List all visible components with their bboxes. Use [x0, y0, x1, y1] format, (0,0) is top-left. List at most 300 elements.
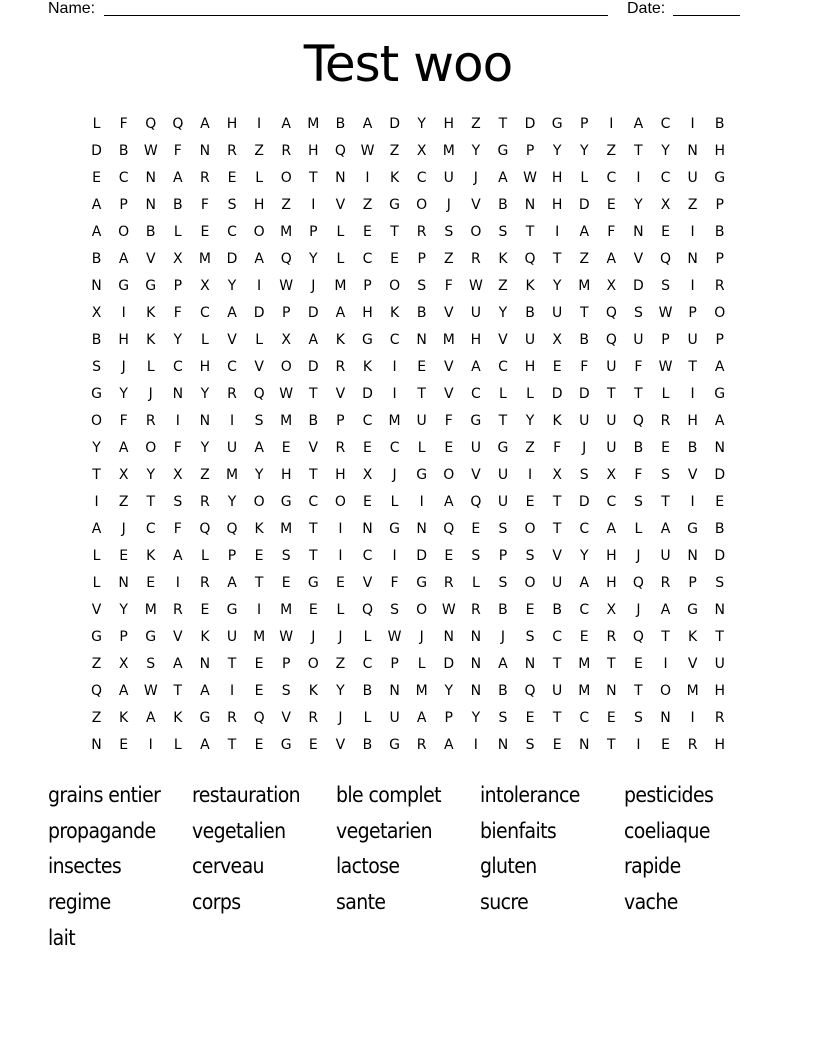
grid-cell: E [471, 521, 481, 537]
grid-cell: N [443, 629, 454, 645]
grid-row [83, 246, 733, 273]
grid-cell: S [498, 521, 508, 537]
grid-cell: B [91, 332, 102, 348]
grid-cell: X [552, 332, 562, 348]
grid-cell: I [690, 278, 695, 294]
grid-cell: R [308, 710, 319, 726]
grid-cell: B [91, 251, 102, 267]
grid-cell: D [578, 197, 590, 213]
grid-cell: V [443, 359, 454, 375]
grid-cell: T [417, 386, 426, 402]
grid-cell: W [279, 278, 294, 294]
grid-cell: G [551, 116, 563, 132]
grid-cell: T [498, 116, 508, 132]
grid-cell: G [714, 170, 726, 186]
grid-cell: F [634, 359, 643, 375]
grid-cell: X [416, 143, 427, 159]
grid-cell: U [660, 548, 671, 564]
grid-cell: P [715, 251, 724, 267]
grid-cell: V [91, 602, 102, 618]
grid-cell: G [389, 737, 400, 753]
grid-cell: U [443, 170, 454, 186]
word-list-item: cerveau [192, 854, 264, 879]
grid-cell: N [118, 575, 129, 591]
grid-cell: G [687, 521, 699, 537]
grid-cell: R [172, 602, 183, 618]
grid-row [83, 462, 733, 489]
grid-cell: C [470, 386, 481, 402]
word-list-item: grains entier [48, 783, 161, 807]
grid-cell: X [281, 332, 291, 348]
grid-cell: S [281, 683, 291, 699]
grid-cell: A [254, 440, 264, 456]
grid-cell: I [690, 116, 695, 132]
grid-cell: J [473, 170, 478, 186]
grid-cell: H [714, 683, 725, 699]
grid-cell: W [143, 683, 158, 699]
grid-cell: S [633, 710, 643, 726]
grid-cell: A [227, 575, 237, 591]
grid-cell: U [389, 710, 400, 726]
grid-cell: D [307, 359, 319, 375]
grid-cell: B [714, 116, 725, 132]
grid-cell: S [227, 197, 237, 213]
grid-cell: H [687, 413, 698, 429]
grid-cell: L [336, 251, 345, 267]
grid-cell: A [498, 170, 508, 186]
grid-cell: L [92, 116, 101, 132]
grid-cell: S [417, 278, 427, 294]
grid-cell: N [91, 737, 102, 753]
grid-cell: G [497, 143, 509, 159]
grid-cell: W [279, 629, 294, 645]
grid-cell: C [416, 170, 427, 186]
grid-cell: M [442, 332, 455, 348]
grid-cell: L [336, 602, 345, 618]
grid-cell: L [255, 170, 264, 186]
grid-cell: J [148, 386, 153, 402]
grid-cell: S [173, 494, 183, 510]
grid-cell: A [118, 683, 129, 699]
grid-cell: U [497, 494, 509, 510]
grid-cell: J [636, 548, 641, 564]
grid-cell: M [578, 656, 591, 672]
grid-cell: E [281, 440, 291, 456]
grid-cell: T [634, 143, 643, 159]
grid-cell: X [660, 197, 671, 213]
grid-cell: L [499, 386, 507, 402]
grid-cell: G [497, 440, 509, 456]
grid-cell: Q [145, 116, 157, 132]
grid-cell: V [308, 440, 319, 456]
date-label: Date: [627, 0, 666, 17]
grid-cell: T [688, 359, 697, 375]
grid-cell: L [363, 710, 372, 726]
grid-cell: B [525, 305, 535, 321]
grid-cell: I [609, 116, 614, 132]
word-list-item: sucre [480, 890, 529, 915]
grid-cell: M [280, 413, 293, 429]
grid-cell: T [715, 629, 724, 645]
grid-cell: G [280, 737, 292, 753]
grid-cell: X [118, 467, 129, 483]
grid-cell: O [416, 197, 428, 213]
grid-cell: L [363, 629, 372, 645]
grid-cell: C [118, 170, 129, 186]
grid-cell: U [714, 656, 725, 672]
grid-cell: H [308, 143, 319, 159]
grid-cell: Z [91, 710, 102, 726]
grid-cell: Y [200, 440, 210, 456]
grid-cell: G [91, 629, 102, 645]
grid-cell: C [227, 224, 237, 240]
grid-cell: T [390, 224, 399, 240]
grid-cell: Y [309, 251, 318, 267]
grid-cell: D [633, 278, 644, 294]
grid-cell: W [523, 170, 537, 186]
word-list-item: vache [624, 890, 678, 915]
grid-cell: I [392, 548, 397, 564]
grid-cell: A [91, 224, 102, 240]
grid-row [83, 381, 733, 408]
grid-row [83, 219, 733, 246]
grid-cell: Y [119, 386, 128, 402]
grid-cell: H [714, 737, 725, 753]
grid-cell: K [389, 170, 400, 186]
grid-cell: I [365, 170, 370, 186]
grid-cell: M [198, 251, 211, 267]
grid-cell: E [363, 224, 372, 240]
grid-cell: R [687, 737, 698, 753]
grid-cell: K [254, 521, 264, 537]
grid-cell: K [389, 305, 400, 321]
grid-cell: V [687, 467, 698, 483]
grid-cell: L [417, 656, 426, 672]
grid-cell: P [173, 278, 183, 294]
grid-cell: Q [226, 521, 238, 537]
grid-cell: O [280, 359, 292, 375]
grid-cell: G [199, 710, 211, 726]
grid-cell: T [607, 737, 616, 753]
word-list-item: bienfaits [480, 818, 557, 843]
grid-cell: J [121, 521, 126, 537]
grid-cell: R [416, 737, 427, 753]
grid-cell: Y [471, 143, 481, 159]
grid-cell: F [390, 575, 399, 591]
grid-row [83, 732, 733, 759]
grid-cell: U [524, 332, 536, 348]
grid-cell: E [254, 737, 264, 753]
grid-cell: T [661, 494, 670, 510]
grid-cell: E [200, 224, 210, 240]
grid-cell: G [362, 332, 373, 348]
grid-cell: A [200, 116, 210, 132]
word-list [48, 778, 768, 957]
grid-cell: A [145, 710, 156, 726]
grid-cell: H [362, 305, 373, 321]
grid-cell: E [606, 197, 616, 213]
grid-cell: K [200, 629, 210, 645]
grid-cell: Y [579, 548, 589, 564]
word-list-item: lactose [336, 854, 400, 879]
grid-cell: N [199, 656, 211, 672]
grid-cell: E [119, 548, 129, 564]
grid-cell: U [579, 413, 590, 429]
grid-cell: T [173, 683, 183, 699]
grid-cell: N [145, 170, 156, 186]
grid-cell: E [715, 494, 725, 510]
grid-cell: Y [498, 305, 508, 321]
grid-cell: E [363, 440, 372, 456]
grid-cell: Z [525, 440, 535, 456]
grid-row [83, 597, 733, 624]
grid-cell: A [254, 251, 264, 267]
grid-cell: O [145, 440, 157, 456]
grid-cell: E [227, 170, 237, 186]
word-list-item: sante [336, 890, 386, 915]
grid-cell: D [226, 251, 238, 267]
grid-cell: Z [443, 251, 454, 267]
grid-cell: Y [200, 386, 210, 402]
name-field-line[interactable] [104, 15, 608, 16]
grid-cell: N [470, 683, 482, 699]
grid-cell: U [470, 305, 481, 321]
grid-cell: D [416, 548, 428, 564]
grid-cell: B [118, 143, 129, 159]
grid-cell: K [146, 332, 156, 348]
grid-cell: B [714, 521, 725, 537]
grid-cell: A [200, 683, 210, 699]
grid-cell: O [416, 602, 428, 618]
grid-cell: O [253, 494, 265, 510]
grid-cell: S [498, 575, 508, 591]
grid-cell: L [634, 521, 643, 537]
grid-cell: G [389, 197, 400, 213]
grid-cell: M [415, 683, 428, 699]
grid-cell: M [253, 629, 266, 645]
grid-cell: C [389, 440, 400, 456]
grid-cell: S [471, 548, 481, 564]
grid-cell: C [362, 548, 373, 564]
grid-cell: B [362, 683, 373, 699]
grid-cell: E [390, 251, 399, 267]
grid-cell: S [254, 413, 264, 429]
grid-cell: I [257, 602, 262, 618]
grid-cell: Y [552, 143, 562, 159]
grid-cell: T [92, 467, 101, 483]
grid-cell: U [606, 359, 617, 375]
grid-cell: U [606, 413, 617, 429]
grid-cell: T [309, 521, 318, 537]
grid-cell: V [687, 656, 698, 672]
grid-cell: T [309, 386, 318, 402]
grid-cell: Y [525, 413, 535, 429]
grid-cell: S [661, 278, 670, 294]
grid-cell: C [579, 710, 590, 726]
grid-row [83, 408, 733, 435]
grid-cell: I [473, 737, 478, 753]
grid-cell: Z [362, 197, 373, 213]
grid-cell: G [280, 494, 292, 510]
grid-cell: X [552, 467, 562, 483]
grid-cell: R [714, 278, 725, 294]
grid-cell: I [419, 494, 424, 510]
grid-cell: R [416, 224, 427, 240]
grid-cell: I [94, 494, 99, 510]
grid-cell: N [199, 413, 211, 429]
grid-cell: Z [579, 251, 590, 267]
grid-cell: V [254, 359, 264, 375]
grid-cell: F [173, 521, 182, 537]
grid-cell: A [660, 602, 671, 618]
grid-cell: M [144, 602, 157, 618]
grid-cell: V [471, 197, 481, 213]
grid-cell: P [688, 575, 697, 591]
grid-cell: E [661, 224, 670, 240]
grid-cell: N [578, 737, 590, 753]
grid-cell: J [500, 629, 506, 645]
grid-cell: A [91, 197, 102, 213]
grid-cell: H [714, 143, 725, 159]
grid-row [83, 543, 733, 570]
grid-cell: Q [524, 251, 536, 267]
grid-cell: I [636, 737, 641, 753]
grid-cell: V [335, 386, 346, 402]
grid-cell: O [470, 224, 482, 240]
grid-cell: J [311, 278, 316, 294]
grid-cell: A [308, 332, 319, 348]
grid-cell: A [91, 521, 102, 537]
grid-cell: D [389, 116, 400, 132]
grid-cell: O [280, 170, 292, 186]
grid-cell: H [443, 116, 455, 132]
grid-cell: O [334, 494, 346, 510]
grid-cell: S [444, 224, 454, 240]
grid-cell: B [498, 197, 508, 213]
grid-cell: B [416, 305, 427, 321]
grid-cell: B [552, 602, 562, 618]
grid-cell: N [470, 629, 482, 645]
grid-cell: C [606, 170, 617, 186]
grid-cell: E [417, 359, 427, 375]
grid-cell: W [360, 143, 375, 159]
grid-cell: I [148, 737, 153, 753]
grid-cell: B [633, 440, 644, 456]
grid-cell: A [714, 413, 725, 429]
grid-cell: H [226, 116, 238, 132]
grid-cell: S [146, 656, 156, 672]
grid-cell: R [281, 143, 292, 159]
grid-cell: F [119, 116, 128, 132]
grid-cell: C [660, 116, 671, 132]
grid-cell: V [633, 251, 644, 267]
grid-cell: O [524, 521, 536, 537]
grid-cell: S [498, 710, 508, 726]
grid-cell: L [580, 170, 589, 186]
grid-cell: P [525, 143, 535, 159]
grid-cell: R [227, 143, 237, 159]
grid-cell: O [253, 224, 265, 240]
grid-cell: J [582, 440, 587, 456]
grid-cell: F [200, 197, 209, 213]
grid-cell: R [660, 575, 671, 591]
grid-cell: H [551, 197, 563, 213]
grid-cell: L [201, 548, 209, 564]
grid-cell: R [227, 386, 237, 402]
grid-cell: W [441, 602, 456, 618]
grid-cell: Y [119, 602, 128, 618]
grid-cell: C [172, 359, 183, 375]
grid-cell: Y [634, 197, 643, 213]
grid-cell: N [199, 143, 211, 159]
grid-cell: I [392, 386, 397, 402]
grid-cell: F [173, 305, 182, 321]
grid-cell: T [634, 683, 643, 699]
grid-cell: J [121, 359, 126, 375]
grid-cell: L [173, 224, 182, 240]
grid-cell: Y [444, 683, 454, 699]
grid-cell: N [497, 737, 509, 753]
grid-cell: Q [605, 305, 617, 321]
grid-row [83, 624, 733, 651]
grid-row [83, 192, 733, 219]
grid-cell: C [145, 521, 156, 537]
grid-cell: I [663, 656, 668, 672]
grid-cell: D [362, 386, 373, 402]
grid-cell: K [146, 305, 156, 321]
grid-cell: Q [632, 413, 644, 429]
grid-cell: N [660, 710, 671, 726]
grid-cell: F [173, 440, 182, 456]
grid-cell: X [606, 278, 617, 294]
grid-cell: N [335, 170, 346, 186]
grid-row [83, 273, 733, 300]
word-list-item: gluten [480, 854, 537, 879]
grid-cell: T [552, 251, 562, 267]
grid-cell: H [470, 332, 482, 348]
grid-cell: Y [254, 467, 264, 483]
grid-cell: L [92, 575, 101, 591]
grid-cell: P [119, 629, 128, 645]
grid-row [83, 678, 733, 705]
grid-cell: S [633, 305, 643, 321]
grid-cell: T [227, 656, 237, 672]
date-field-line[interactable] [673, 15, 740, 16]
grid-row [83, 111, 733, 138]
grid-cell: T [309, 467, 318, 483]
grid-cell: C [579, 602, 590, 618]
grid-cell: Q [253, 710, 265, 726]
grid-cell: M [280, 521, 293, 537]
grid-cell: E [254, 683, 264, 699]
grid-row [83, 165, 733, 192]
grid-cell: S [390, 602, 400, 618]
grid-cell: A [471, 359, 481, 375]
grid-cell: R [227, 710, 237, 726]
grid-cell: C [227, 359, 237, 375]
grid-cell: E [308, 602, 318, 618]
grid-cell: P [281, 305, 291, 321]
grid-cell: W [279, 386, 294, 402]
grid-cell: I [636, 170, 641, 186]
grid-cell: T [607, 656, 616, 672]
grid-cell: M [578, 278, 591, 294]
grid-cell: R [470, 602, 481, 618]
grid-cell: O [91, 413, 103, 429]
grid-cell: I [690, 386, 695, 402]
grid-cell: V [335, 197, 346, 213]
grid-cell: E [579, 629, 589, 645]
